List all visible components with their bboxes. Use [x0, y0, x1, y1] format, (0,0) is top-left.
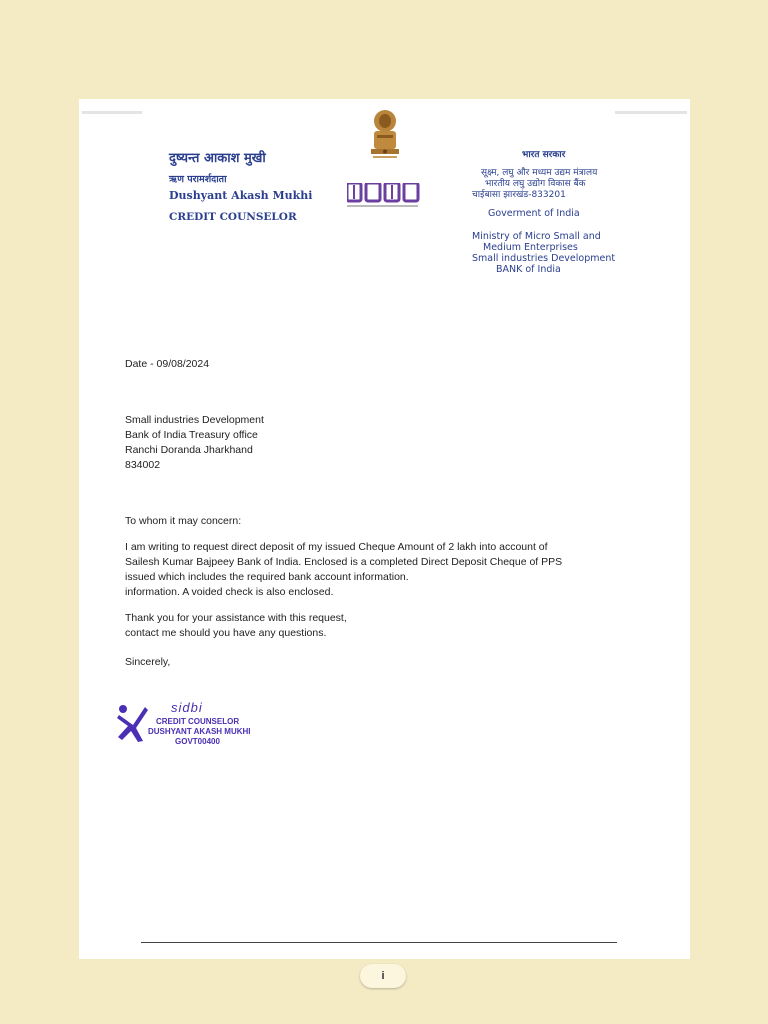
sender-name-hindi: दुष्यन्त आकाश मुखी — [169, 151, 266, 166]
recipient-address — [125, 413, 264, 473]
paragraph-line: information. A voided check is also enclosed. — [125, 586, 334, 598]
address-line: Bank of India Treasury office — [125, 429, 258, 441]
salutation: To whom it may concern: — [125, 515, 242, 527]
ministry-hindi-line: चाईबासा झारखंड-833201 — [472, 190, 566, 200]
paragraph-line: contact me should you have any questions. — [125, 627, 327, 639]
address-line: Small industries Development — [125, 414, 264, 426]
stamp-brand: sidbi — [171, 700, 203, 715]
paragraph-line: Thank you for your assistance with this request, — [125, 612, 347, 624]
gov-hindi: भारत सरकार — [522, 150, 566, 160]
national-emblem-icon — [365, 107, 405, 177]
sender-title-english: CREDIT COUNSELOR — [169, 211, 297, 223]
gov-english: Goverment of India — [488, 208, 580, 219]
sidbi-logo-icon — [115, 703, 151, 743]
msme-logo-icon — [347, 183, 423, 213]
ministry-hindi-line: सूक्ष्म, लघु और मध्यम उद्यम मंत्रालय — [481, 168, 598, 178]
address-line: Ranchi Doranda Jharkhand — [125, 444, 253, 456]
ministry-english-line: Small industries Development — [472, 253, 616, 264]
address-line: 834002 — [125, 459, 161, 471]
stamp-line: GOVT00400 — [175, 737, 220, 746]
top-rule-right — [615, 111, 687, 114]
closing: Sincerely, — [125, 656, 171, 668]
top-rule-left — [82, 111, 142, 114]
sender-title-hindi: ऋण परामर्शदाता — [169, 174, 227, 185]
stamp-line: CREDIT COUNSELOR — [156, 717, 240, 726]
ministry-english-line: Ministry of Micro Small and — [472, 231, 601, 242]
footer-rule — [141, 942, 617, 943]
paragraph-line: I am writing to request direct deposit of my issued Cheque Amount of 2 lakh into account of — [125, 541, 548, 553]
letter-page — [79, 99, 690, 959]
body-paragraph-2 — [125, 611, 347, 641]
paragraph-line: Sailesh Kumar Bajpeey Bank of India. Enclosed is a completed Direct Deposit Cheque of PPS — [125, 556, 563, 568]
ministry-hindi-line: भारतीय लघु उद्योग विकास बैंक — [485, 179, 586, 189]
page-indicator-button[interactable]: i — [360, 964, 406, 988]
sender-name-english: Dushyant Akash Mukhi — [169, 189, 313, 202]
body-paragraph-1 — [125, 540, 562, 600]
paragraph-line: issued which includes the required bank account information. — [125, 571, 409, 583]
ministry-english-line: Medium Enterprises — [483, 242, 578, 253]
ministry-english-line: BANK of India — [496, 264, 561, 275]
stamp-line: DUSHYANT AKASH MUKHI — [148, 727, 251, 736]
letter-date: Date - 09/08/2024 — [125, 358, 210, 370]
